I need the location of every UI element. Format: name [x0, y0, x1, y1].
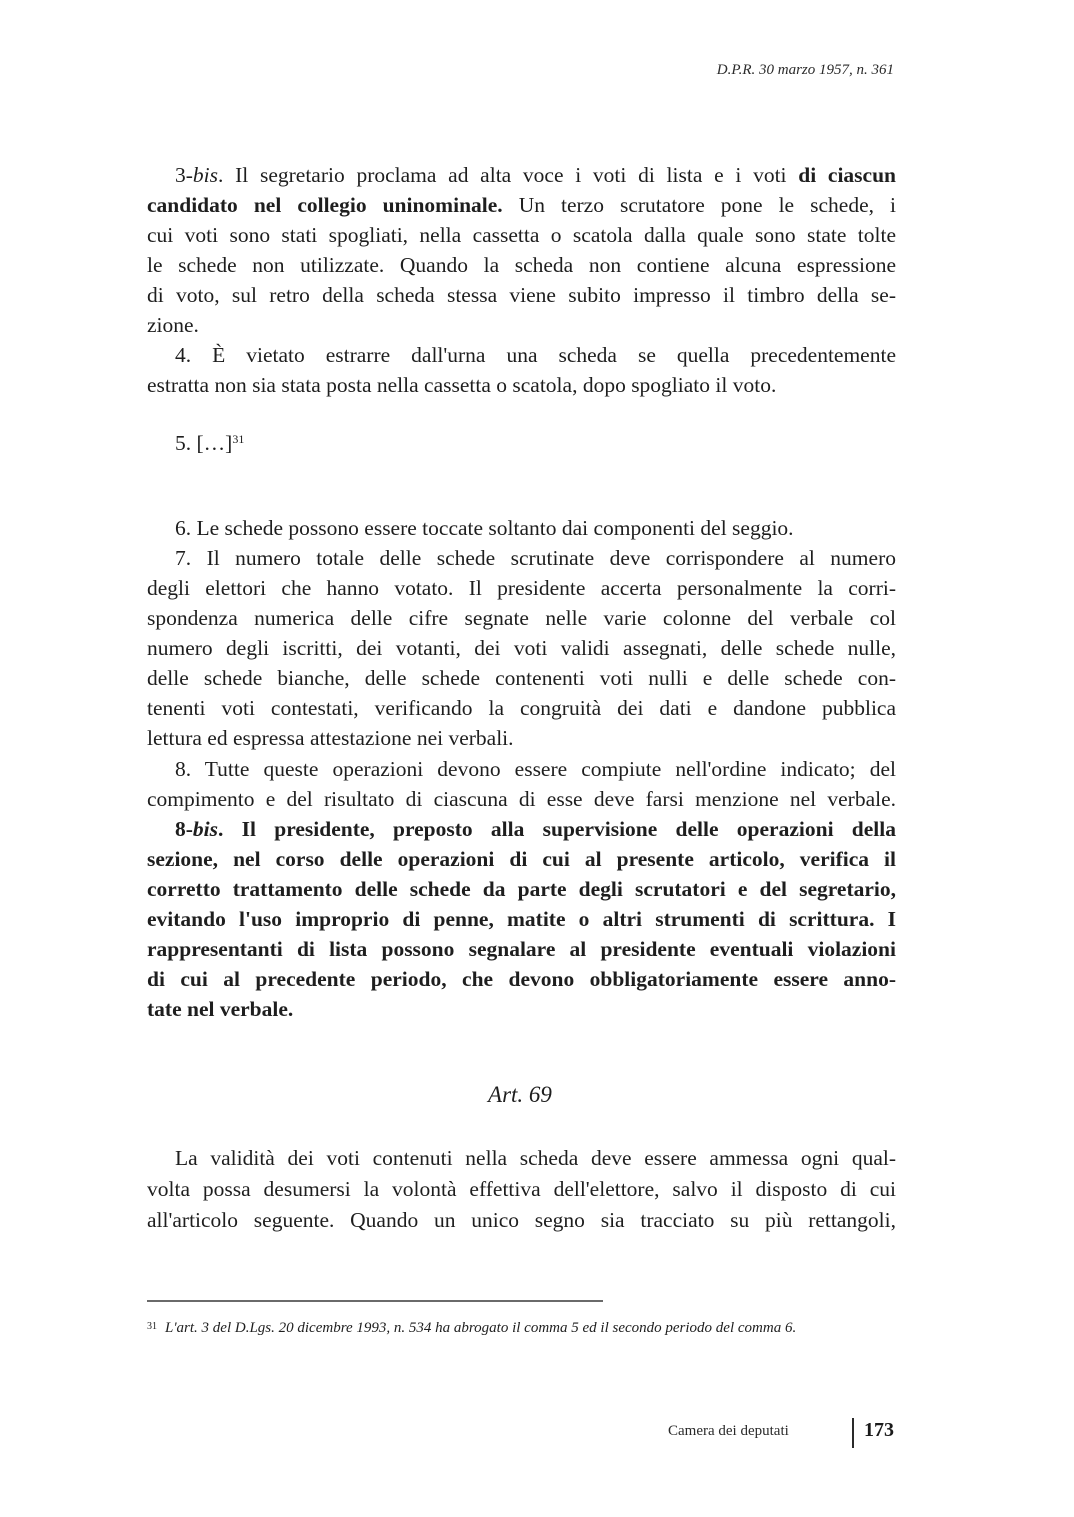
footer-divider [852, 1418, 854, 1448]
article-heading: Art. 69 [488, 1082, 552, 1107]
text-line [175, 160, 896, 190]
paragraph-number: 8- [175, 817, 193, 841]
footer-publisher: Camera dei deputati [668, 1423, 789, 1439]
running-header: D.P.R. 30 marzo 1957, n. 361 [716, 62, 894, 78]
footnote-text: L'art. 3 del D.Lgs. 20 dicembre 1993, n. 534 ha abrogato il comma 5 ed il secondo periodo del comma 6. [165, 1320, 797, 1336]
footnote-divider [147, 1300, 603, 1302]
paragraph-number: 3- [175, 163, 193, 187]
amended-text: di ciascun [798, 163, 896, 187]
text-line: delle schede bianche, delle schede contenenti voti nulli e delle schede con- [147, 666, 896, 690]
text-line: di cui al precedente periodo, che devono obbligatoriamente essere anno- [147, 967, 896, 991]
text-line: numero degli iscritti, dei votanti, dei voti validi assegnati, delle schede nulle, [147, 636, 896, 660]
text-line: 7. Il numero totale delle schede scrutinate deve corrispondere al numero [175, 546, 896, 570]
text-line: corretto trattamento delle schede da parte degli scrutatori e del segretario, [147, 877, 896, 901]
text-line: estratta non sia stata posta nella cassetta o scatola, dopo spogliato il voto. [147, 373, 777, 397]
text-line: compimento e del risultato di ciascuna di esse deve farsi menzione nel verbale. [147, 787, 896, 811]
text-line: cui voti sono stati spogliati, nella cassetta o scatola dalla quale sono state tolte [147, 223, 896, 247]
text-line [175, 814, 896, 844]
text-span: . Il segretario proclama ad alta voce i voti di lista e i voti [218, 163, 799, 187]
text-line: evitando l'uso improprio di penne, matite o altri strumenti di scrittura. I [147, 907, 896, 931]
text-span: Un terzo scrutatore pone le schede, i [502, 193, 896, 217]
text-line: le schede non utilizzate. Quando la scheda non contiene alcuna espressione [147, 253, 896, 277]
text-line: rappresentanti di lista possono segnalare al presidente eventuali violazioni [147, 937, 896, 961]
text-line: lettura ed espressa attestazione nei verbali. [147, 726, 514, 750]
text-span: . Il presidente, preposto alla supervisione delle operazioni della [218, 817, 896, 841]
bis-label: bis [192, 817, 219, 841]
text-line: 6. Le schede possono essere toccate soltanto dai componenti del seggio. [175, 516, 794, 540]
text-line: spondenza numerica delle cifre segnate nelle varie colonne del verbale col [147, 606, 896, 630]
text-line: tate nel verbale. [147, 997, 294, 1021]
text-line: La validità dei voti contenuti nella scheda deve essere ammessa ogni qual- [175, 1146, 896, 1170]
text-line: degli elettori che hanno votato. Il presidente accerta personalmente la corri- [147, 576, 896, 600]
bis-label: bis [192, 163, 219, 187]
footnote-reference[interactable]: 31 [232, 432, 245, 446]
text-line: 4. È vietato estrarre dall'urna una scheda se quella precedentemente [175, 343, 896, 367]
text-line: di voto, sul retro della scheda stessa viene subito impresso il timbro della se- [147, 283, 896, 307]
repealed-text: 5. […] [175, 431, 233, 455]
text-line: all'articolo seguente. Quando un unico segno sia tracciato su più rettangoli, [147, 1208, 896, 1232]
footnote-number: 31 [147, 1321, 157, 1332]
page-number: 173 [864, 1419, 894, 1441]
text-line [175, 428, 896, 458]
text-line: volta possa desumersi la volontà effettiva dell'elettore, salvo il disposto di cui [147, 1177, 896, 1201]
footnote [147, 1318, 796, 1338]
text-line: 8. Tutte queste operazioni devono essere compiute nell'ordine indicato; del [175, 757, 896, 781]
text-line: tenenti voti contestati, verificando la congruità dei dati e dandone pubblica [147, 696, 896, 720]
text-line [147, 190, 896, 220]
text-line: zione. [147, 313, 199, 337]
amended-text: candidato nel collegio uninominale. [147, 193, 503, 217]
text-line: sezione, nel corso delle operazioni di cui al presente articolo, verifica il [147, 847, 896, 871]
